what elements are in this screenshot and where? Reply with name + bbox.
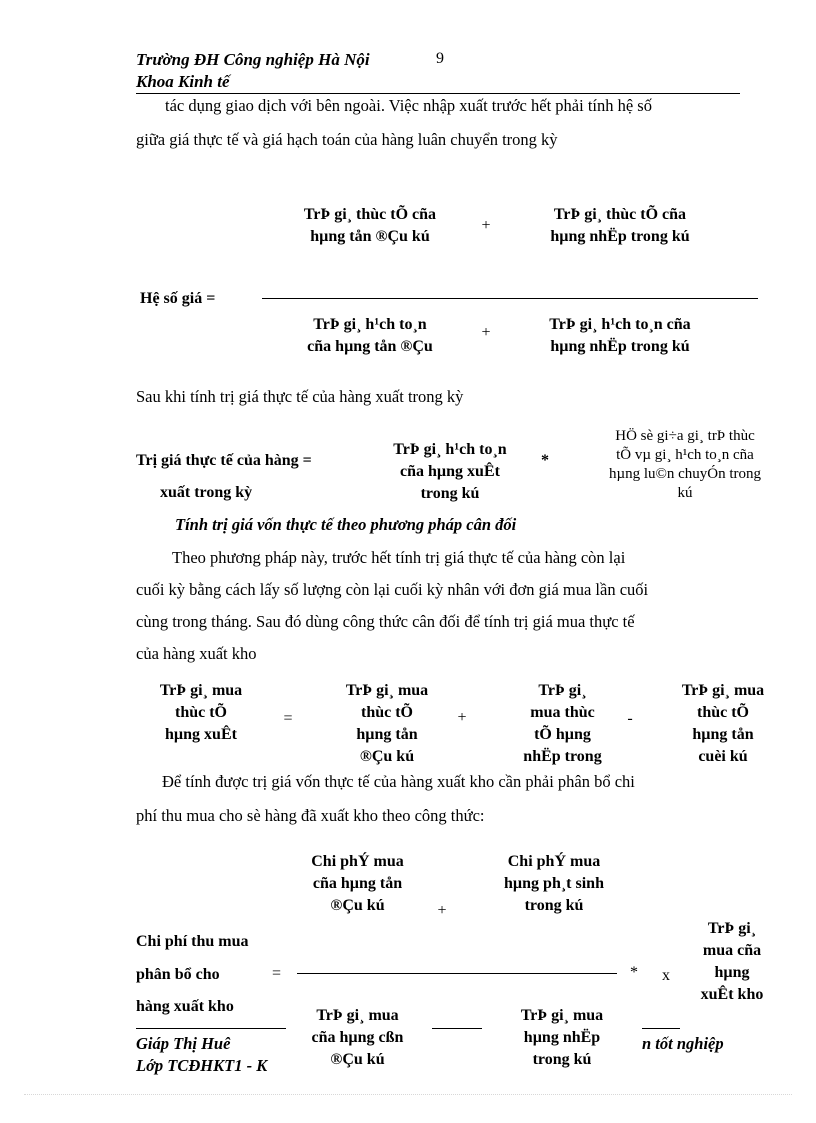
intro-line-2: giữa giá thực tế và giá hạch toán của hàng luân chuyển trong kỳ bbox=[136, 130, 558, 149]
footer-class: Lớp TCĐHKT1 - K bbox=[136, 1056, 268, 1075]
f4-x: x bbox=[662, 967, 670, 984]
f4-denominator-right: TrÞ gi¸ mua hµng nhËp trong kú bbox=[520, 1007, 604, 1068]
f3-term-4: TrÞ gi¸ mua thùc tÕ hµng tån cuèi kú bbox=[681, 682, 765, 765]
f4-lhs-line-1: Chi phí thu mua bbox=[136, 933, 249, 950]
intro-line-1: tác dụng giao dịch với bên ngoài. Việc nhập xuất trước hết phải tính hệ số bbox=[165, 96, 652, 115]
f3-term-2: TrÞ gi¸ mua thùc tÕ hµng tån ®Çu kú bbox=[345, 682, 429, 765]
f1-numerator-right: TrÞ gi¸ thùc tÕ cña hµng nhËp trong kú bbox=[550, 206, 690, 245]
header-rule bbox=[136, 93, 740, 94]
f4-star: * bbox=[630, 964, 638, 981]
f2-times: * bbox=[541, 452, 549, 469]
footer-rule-left bbox=[136, 1028, 286, 1029]
f4-fraction-bar bbox=[297, 973, 617, 974]
f1-lhs: Hệ số giá = bbox=[140, 290, 216, 307]
balance-line-1: Theo phương pháp này, trước hết tính trị giá thực tế của hàng còn lại bbox=[172, 548, 626, 567]
after-formula-1: Sau khi tính trị giá thực tế của hàng xuất trong kỳ bbox=[136, 387, 464, 406]
page-bottom-edge bbox=[24, 1094, 792, 1095]
f1-numerator-left: TrÞ gi¸ thùc tÕ cña hµng tån ®Çu kú bbox=[303, 206, 437, 245]
f1-denominator-left: TrÞ gi¸ h¹ch to¸n cña hµng tån ®Çu bbox=[307, 316, 433, 355]
footer-rule-right bbox=[642, 1028, 680, 1029]
f4-numerator-right: Chi phÝ mua hµng ph¸t sinh trong kú bbox=[504, 853, 604, 914]
f1-denominator-right: TrÞ gi¸ h¹ch to¸n cña hµng nhËp trong kú bbox=[549, 316, 691, 355]
f3-plus: + bbox=[457, 709, 467, 726]
f3-equals: = bbox=[283, 710, 293, 727]
header-faculty: Khoa Kinh tế bbox=[136, 72, 230, 91]
allocation-line-2: phí thu mua cho sè hàng đã xuất kho theo công thức: bbox=[136, 806, 485, 825]
balance-line-3: cùng trong tháng. Sau đó dùng công thức cân đối để tính trị giá mua thực tế bbox=[136, 612, 635, 631]
f4-numerator-plus: + bbox=[437, 902, 447, 919]
balance-line-2: cuối kỳ bằng cách lấy số lượng còn lại cuối kỳ nhân với đơn giá mua lần cuối bbox=[136, 580, 649, 599]
f4-equals: = bbox=[272, 965, 282, 982]
f4-lhs-line-2: phân bổ cho bbox=[136, 966, 220, 983]
f4-right-term: TrÞ gi¸ mua cña hµng xuÊt kho bbox=[700, 920, 764, 1003]
f1-numerator-plus: + bbox=[481, 217, 491, 234]
f1-fraction-bar bbox=[262, 298, 758, 299]
f3-minus: - bbox=[627, 710, 633, 727]
f2-lhs-line-2: xuất trong kỳ bbox=[160, 484, 253, 501]
f1-denominator-plus: + bbox=[481, 324, 491, 341]
page-number: 9 bbox=[436, 50, 444, 67]
f2-lhs-line-1: Trị giá thực tế của hàng = bbox=[136, 452, 312, 469]
header-school: Trường ĐH Công nghiệp Hà Nội bbox=[136, 50, 370, 69]
f4-denominator-left: TrÞ gi¸ mua cña hµng cßn ®Çu kú bbox=[311, 1007, 404, 1068]
section-title: Tính trị giá vốn thực tế theo phương pháp cân đối bbox=[175, 515, 517, 534]
allocation-line-1: Để tính được trị giá vốn thực tế của hàng xuất kho cần phải phân bổ chi bbox=[162, 772, 635, 791]
f2-right-term: HÖ sè gi÷a gi¸ trÞ thùc tÕ vµ gi¸ h¹ch to¸n cña hµng lu©n chuyÓn trong kú bbox=[608, 428, 762, 501]
f4-numerator-left: Chi phÝ mua cña hµng tån ®Çu kú bbox=[311, 853, 404, 914]
footer-author: Giáp Thị Huê bbox=[136, 1034, 231, 1053]
footer-rule-middle bbox=[432, 1028, 482, 1029]
footer-right-fragment: n tốt nghiệp bbox=[642, 1034, 724, 1053]
balance-line-4: của hàng xuất kho bbox=[136, 644, 257, 663]
f2-middle-term: TrÞ gi¸ h¹ch to¸n cña hµng xuÊt trong kú bbox=[393, 441, 507, 502]
f3-term-3: TrÞ gi¸ mua thùc tÕ hµng nhËp trong bbox=[523, 682, 602, 765]
f3-term-1: TrÞ gi¸ mua thùc tÕ hµng xuÊt bbox=[159, 682, 243, 743]
f4-lhs-line-3: hàng xuất kho bbox=[136, 998, 234, 1015]
